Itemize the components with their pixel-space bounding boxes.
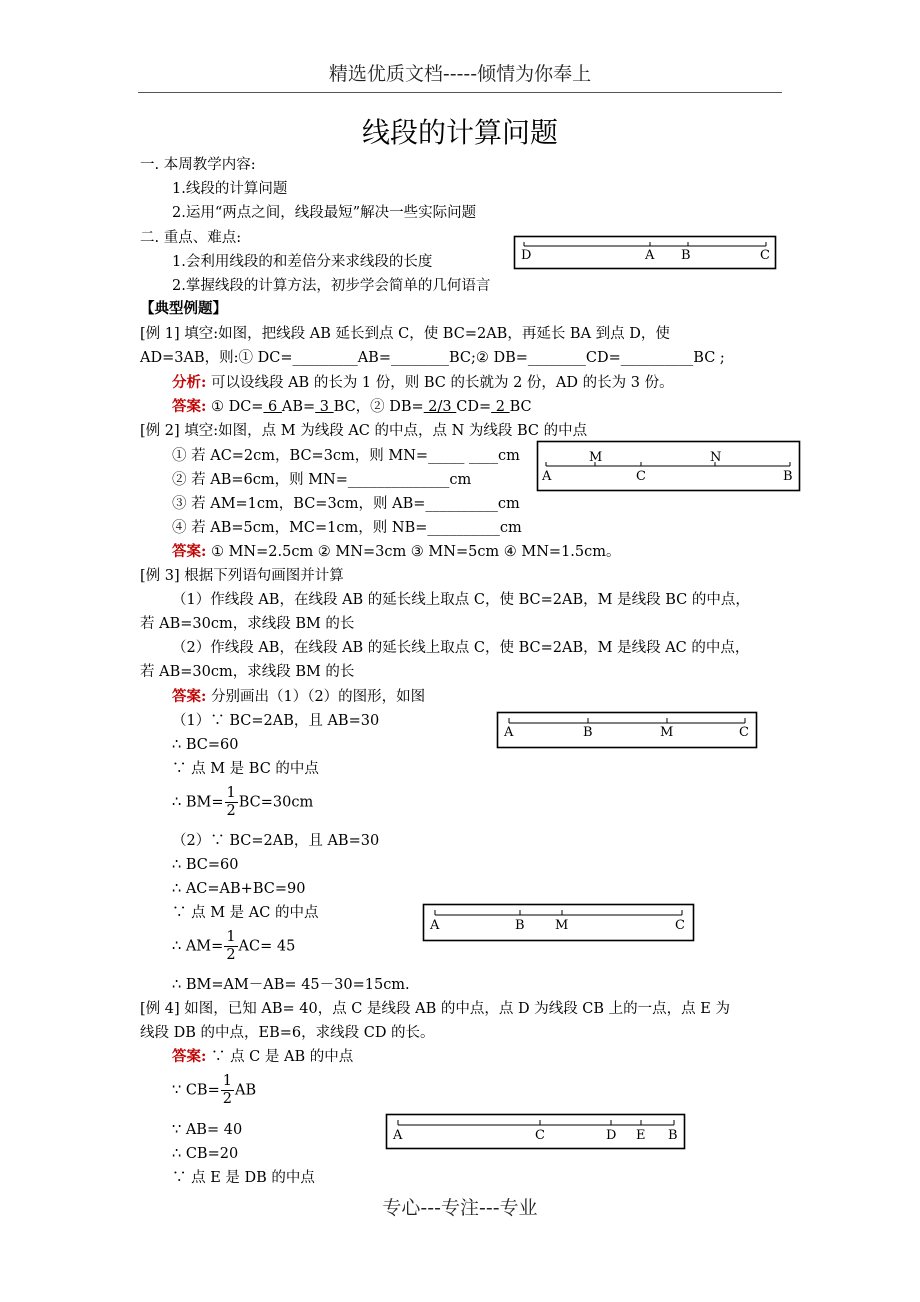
figure-label-B: B: [583, 725, 593, 740]
example-2-answer: [172, 542, 621, 562]
analysis-text: 可以设线段 AB 的长为 1 份，则 BC 的长就为 2 份，AD 的长为 3 份。: [206, 375, 674, 391]
answer-label: 答案:: [172, 688, 207, 705]
example-3-step: ∴ AC=AB+BC=90: [172, 881, 306, 897]
example-3-step-fraction: [172, 929, 295, 964]
header-divider: [138, 92, 782, 93]
figure-label-A: A: [430, 918, 440, 933]
analysis-label: 分析:: [172, 374, 207, 391]
answer-label: 答案:: [172, 398, 207, 415]
answer-value-1: 6: [263, 399, 282, 415]
example-3-part-2-line-1: （2）作线段 AB，在线段 AB 的延长线上取点 C，使 BC=2AB，M 是线段 AC 的中点，: [172, 640, 750, 656]
figure-label-M: M: [555, 918, 569, 933]
example-3-step: （2）∵ BC=2AB，且 AB=30: [172, 833, 380, 849]
fraction-denominator: 2: [226, 803, 236, 819]
example-4-question-line-2: 线段 DB 的中点，EB=6，求线段 CD 的长。: [140, 1025, 435, 1041]
step-text: AB: [234, 1082, 257, 1099]
fraction-numerator: 1: [226, 929, 236, 945]
example-4-answer: [172, 1047, 353, 1067]
page-footer: 专心---专注---专业: [382, 1197, 538, 1219]
figure-label-B: B: [681, 248, 691, 263]
step-text: ∴ AM=: [172, 938, 224, 955]
answer-text: ① DC=: [206, 399, 264, 415]
page-title: 线段的计算问题: [361, 116, 558, 149]
example-3-part-1-line-2: 若 AB=30cm，求线段 BM 的长: [140, 616, 355, 632]
example-3-step-fraction: [172, 785, 313, 820]
answer-label: 答案:: [172, 1048, 207, 1065]
figure-label-B: B: [515, 918, 525, 933]
example-4-step: ∵ AB= 40: [172, 1122, 243, 1138]
example-2-item-4: ④ 若 AB=5cm，MC=1cm，则 NB=__________cm: [172, 520, 522, 536]
example-1-question-line-1: [例 1] 填空:如图，把线段 AB 延长到点 C，使 BC=2AB，再延长 BA 到点 D，使: [140, 326, 670, 342]
figure-label-C: C: [675, 918, 685, 933]
figure-example-2: [537, 441, 800, 491]
example-2-item-1: ① 若 AC=2cm，BC=3cm，则 MN=_____ ____cm: [172, 448, 520, 464]
figure-example-3-part-2: [423, 904, 694, 941]
figure-example-3-part-1: [497, 712, 757, 748]
example-3-step: ∴ BC=60: [172, 737, 239, 753]
example-4-step-fraction: [172, 1073, 256, 1108]
example-3-step: ∵ 点 M 是 AC 的中点: [172, 905, 319, 921]
example-3-question: [例 3] 根据下列语句画图并计算: [140, 568, 344, 584]
step-text: ∴ BM=: [172, 794, 224, 811]
answer-text: AB=: [281, 399, 316, 415]
example-4-question-line-1: [例 4] 如图，已知 AB= 40，点 C 是线段 AB 的中点，点 D 为线段 CB 上的一点，点 E 为: [140, 1001, 730, 1017]
example-3-part-1-line-1: （1）作线段 AB，在线段 AB 的延长线上取点 C，使 BC=2AB，M 是线段 BC 的中点，: [172, 592, 750, 608]
answer-value-3: 2/3: [423, 399, 457, 415]
fraction-denominator: 2: [222, 1091, 232, 1107]
fraction-denominator: 2: [226, 947, 236, 963]
answer-text: CD=: [456, 399, 492, 415]
figure-label-N: N: [710, 450, 722, 465]
figure-label-C: C: [760, 248, 770, 263]
example-3-step: ∴ BM=AM－AB= 45－30=15cm.: [172, 977, 410, 993]
keypoint-item-1: 1.会利用线段的和差倍分来求线段的长度: [172, 254, 433, 270]
fraction-one-half: [224, 929, 237, 964]
example-2-item-3: ③ 若 AM=1cm，BC=3cm，则 AB=__________cm: [172, 496, 520, 512]
section-heading-content: 一. 本周教学内容:: [140, 157, 256, 173]
figure-label-C: C: [739, 725, 749, 740]
answer-label: 答案:: [172, 543, 207, 560]
example-1-analysis: [172, 373, 674, 393]
content-item-2: 2.运用“两点之间，线段最短”解决一些实际问题: [172, 205, 477, 221]
example-3-answer: [172, 687, 425, 707]
figure-label-D: D: [606, 1128, 617, 1143]
figure-label-M: M: [660, 725, 674, 740]
content-item-1: 1.线段的计算问题: [172, 181, 288, 197]
example-4-step: ∵ 点 E 是 DB 的中点: [172, 1170, 315, 1186]
example-3-part-2-line-2: 若 AB=30cm，求线段 BM 的长: [140, 664, 355, 680]
answer-value-4: 2: [491, 399, 510, 415]
figure-label-B: B: [783, 469, 793, 484]
example-4-step: ∴ CB=20: [172, 1146, 239, 1162]
figure-label-C: C: [636, 469, 646, 484]
figure-label-A: A: [645, 248, 655, 263]
example-1-question-line-2: AD=3AB，则:① DC=_________AB=________BC;② DB=________CD=__________BC ;: [140, 350, 725, 366]
section-heading-keypoints: 二. 重点、难点:: [140, 230, 242, 246]
fraction-numerator: 1: [226, 785, 236, 801]
figure-label-A: A: [393, 1128, 403, 1143]
answer-text: 分别画出（1）（2）的图形，如图: [206, 689, 426, 705]
figure-label-B: B: [668, 1128, 678, 1143]
examples-heading: 【典型例题】: [140, 300, 227, 317]
figure-example-1: [514, 236, 776, 269]
answer-text: ① MN=2.5cm ② MN=3cm ③ MN=5cm ④ MN=1.5cm。: [206, 544, 621, 560]
figure-label-M: M: [589, 450, 603, 465]
fraction-one-half: [221, 1073, 234, 1108]
page-header: 精选优质文档-----倾情为你奉上: [328, 63, 592, 85]
step-text: ∵ CB=: [172, 1082, 220, 1099]
answer-text: BC: [509, 399, 532, 415]
example-2-question: [例 2] 填空:如图，点 M 为线段 AC 的中点，点 N 为线段 BC 的中点: [140, 423, 588, 439]
example-3-step: ∴ BC=60: [172, 857, 239, 873]
example-1-answer: [172, 397, 532, 417]
figure-example-4: [386, 1114, 685, 1149]
figure-label-A: A: [542, 469, 552, 484]
keypoint-item-2: 2.掌握线段的计算方法，初步学会简单的几何语言: [172, 278, 491, 294]
example-3-step: ∵ 点 M 是 BC 的中点: [172, 761, 319, 777]
answer-text: BC，② DB=: [333, 399, 424, 415]
example-3-step: （1）∵ BC=2AB，且 AB=30: [172, 713, 380, 729]
answer-value-2: 3: [315, 399, 334, 415]
answer-text: ∵ 点 C 是 AB 的中点: [206, 1049, 354, 1065]
figure-label-E: E: [636, 1128, 646, 1143]
step-text: BC=30cm: [238, 794, 314, 811]
step-text: AC= 45: [238, 938, 296, 955]
fraction-one-half: [225, 785, 238, 820]
fraction-numerator: 1: [222, 1073, 232, 1089]
figure-label-C: C: [535, 1128, 545, 1143]
example-2-item-2: ② 若 AB=6cm，则 MN=______________cm: [172, 472, 472, 488]
figure-label-D: D: [521, 248, 532, 263]
figure-label-A: A: [504, 725, 514, 740]
